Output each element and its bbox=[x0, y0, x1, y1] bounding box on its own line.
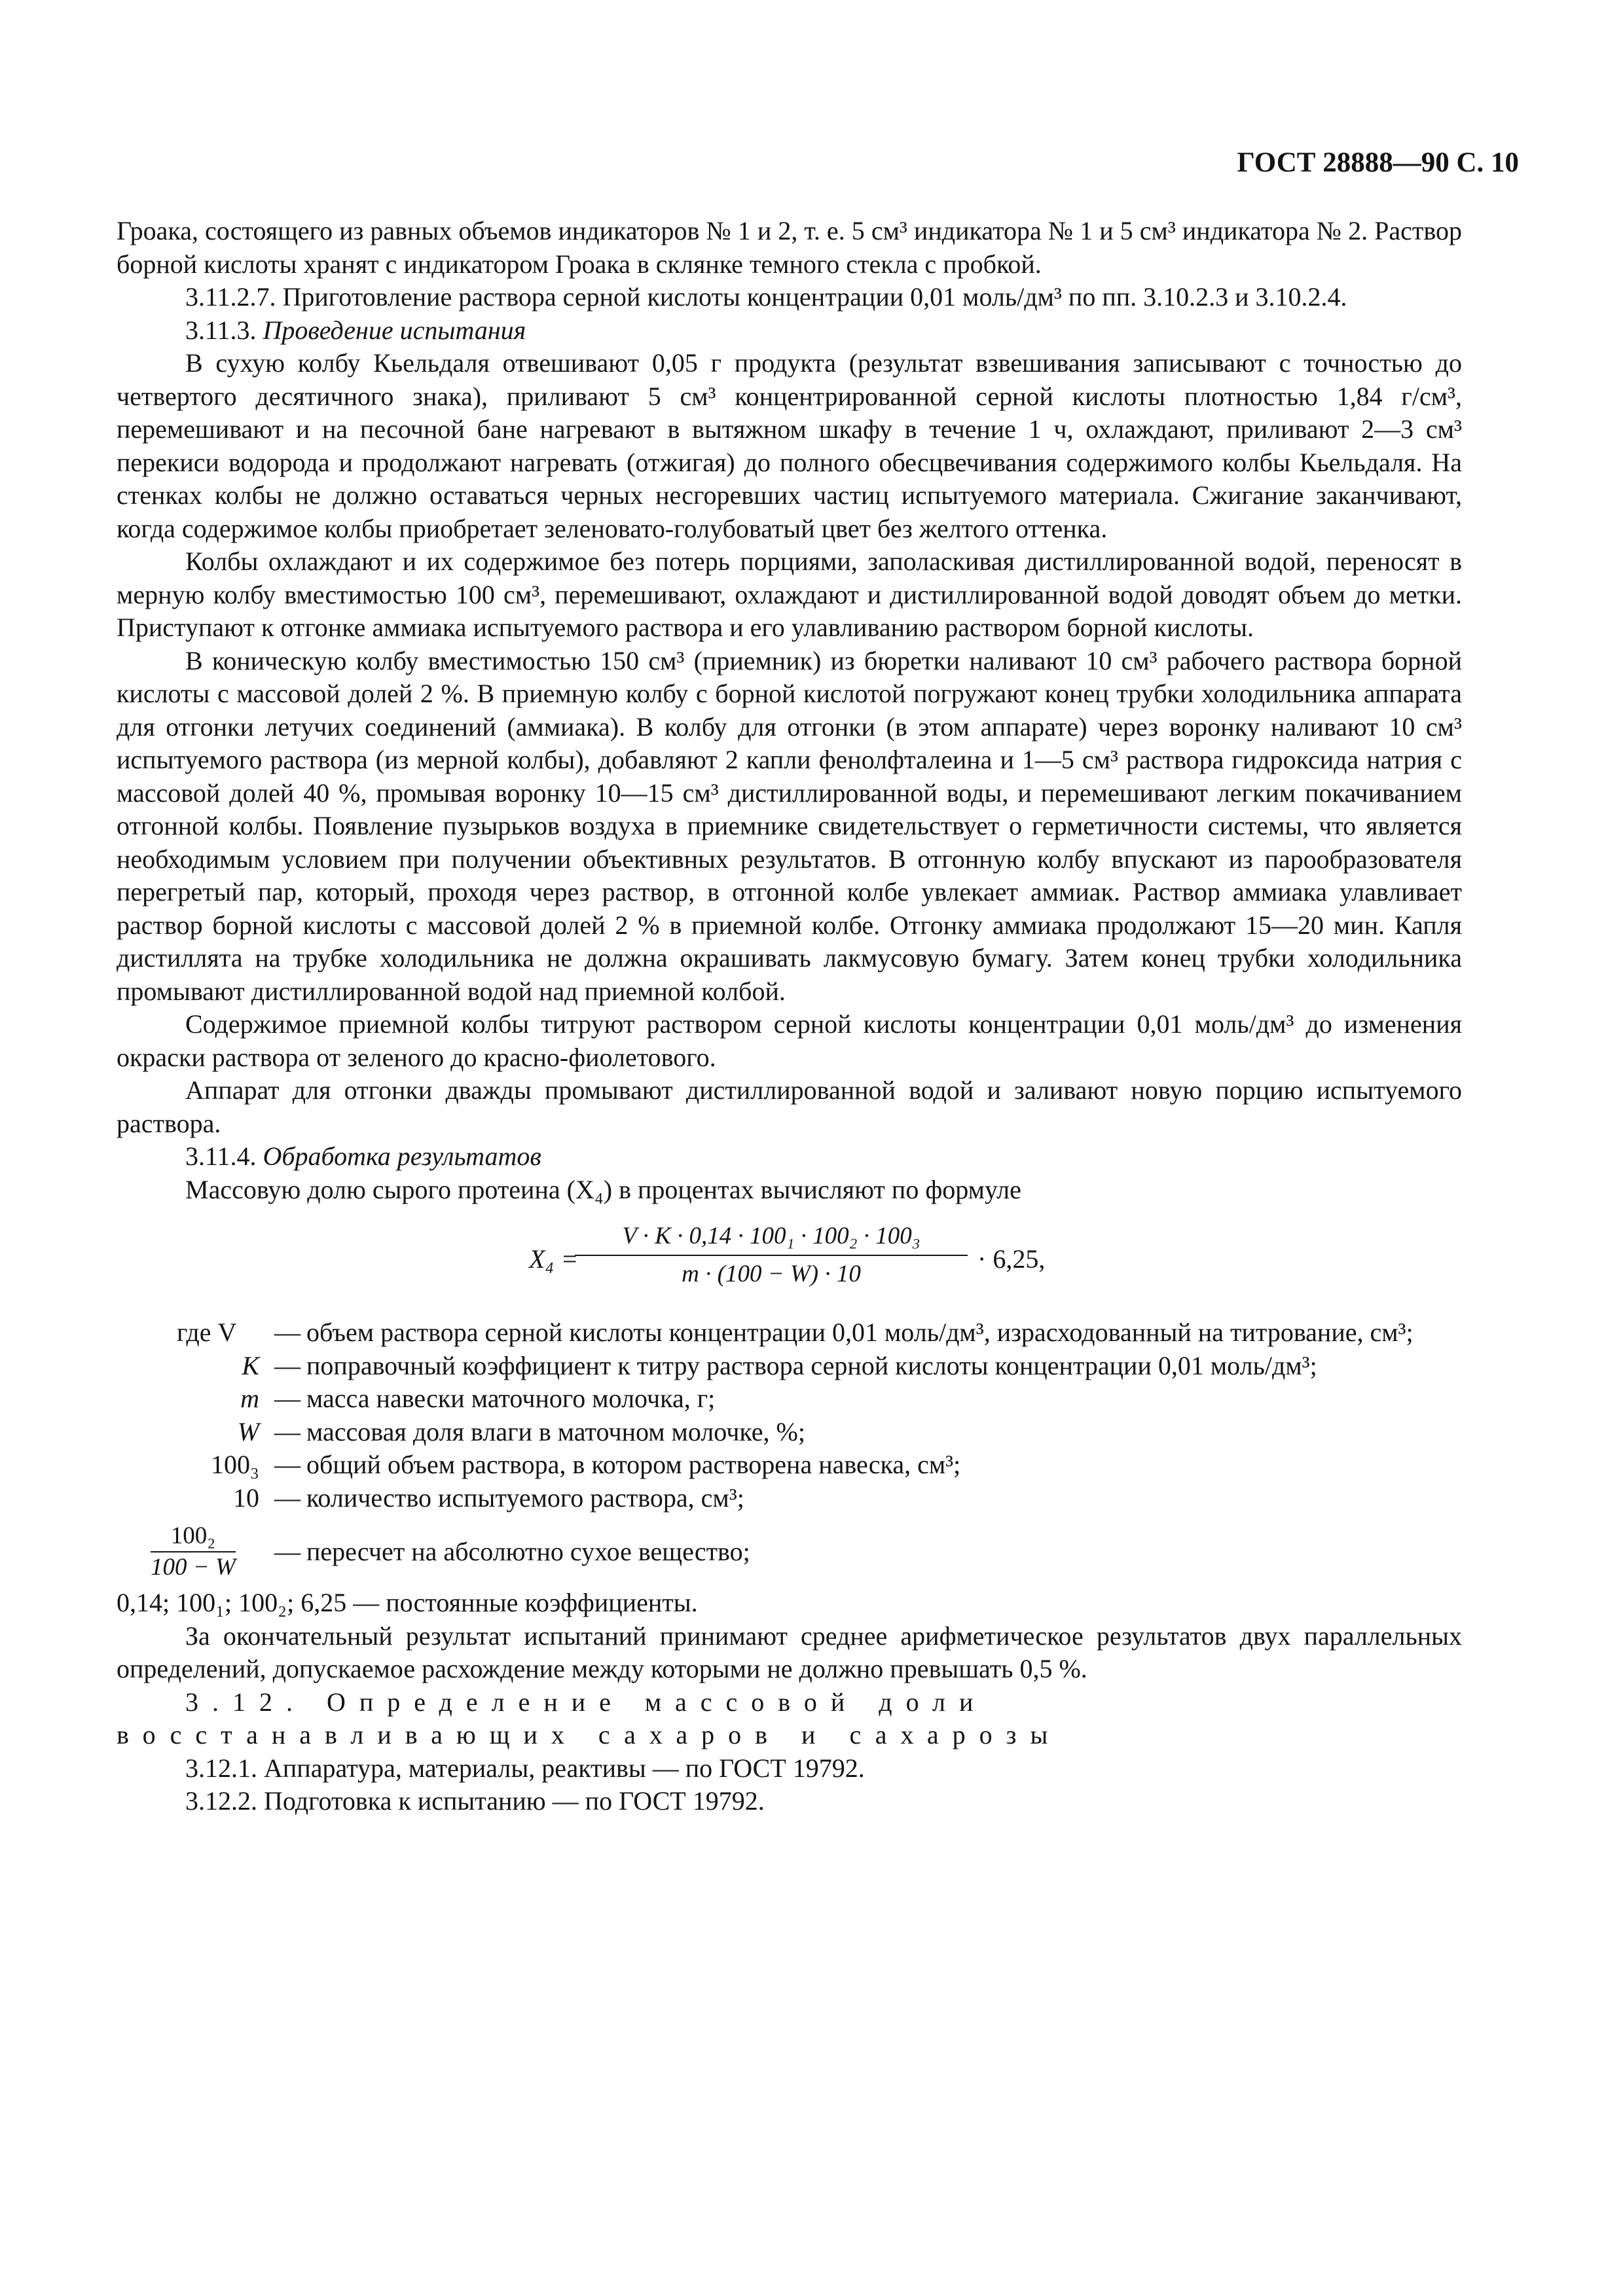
definition-dash: — bbox=[274, 1318, 301, 1347]
definition-symbol: 10 bbox=[233, 1482, 259, 1513]
section-number: 3.12. bbox=[185, 1687, 327, 1717]
definition-row bbox=[117, 1382, 1462, 1416]
section-number: 3.11.4. bbox=[185, 1141, 263, 1171]
definition-dash: — bbox=[274, 1450, 301, 1479]
section-heading bbox=[117, 314, 1462, 348]
definition-symbol: 100₃ bbox=[211, 1450, 259, 1479]
definition-symbol bbox=[117, 1521, 268, 1583]
definition-dash: — bbox=[274, 1350, 301, 1380]
paragraph: Аппарат для отгонки дважды промывают дистиллированной водой и заливают новую порцию испытуемого раствора. bbox=[117, 1075, 1462, 1138]
document-body bbox=[117, 215, 1462, 1818]
definition-row bbox=[117, 1448, 1462, 1482]
definition-row bbox=[117, 1416, 1462, 1449]
definition-text: массовая доля влаги в маточном молочке, %; bbox=[306, 1416, 805, 1446]
formula-numerator: V · K · 0,14 · 100₁ · 100₂ · 100₃ bbox=[575, 1221, 968, 1256]
fraction-denominator: 100 − W bbox=[151, 1554, 236, 1581]
paragraph: В коническую колбу вместимостью 150 см³ (приемник) из бюретки наливают 10 см³ рабочего раствора борной кислоты с массовой долей 2 %. В приемную колбу с борной кислотой погружают конец трубки холодильника аппарата для отгонки летучих соединений (аммиака). В колбу для отгонки (в этом аппарате) через воронку наливают 10 см³ испытуемого раствора (из мерной колбы), добавляют 2 капли фенолфталеина и 1—5 см³ раствора гидроксида натрия с массовой долей 40 %, промывая воронку 10—15 см³ дистиллированной воды, и перемешивают легким покачиванием отгонной колбы. Появление пузырьков воздуха в приемнике свидетельствует о герметичности системы, что является необходимым условием при получении объективных результатов. В отгонную колбу впускают из парообразователя перегретый пар, который, проходя через раствор, в отгонной колбе увлекает аммиак. Раствор аммиака улавливает раствор борной кислоты с массовой долей 2 % в приемной колбе. Отгонку аммиака продолжают 15—20 мин. Капля дистиллята на трубке холодильника не должна окрашивать лакмусовую бумагу. Затем конец трубки холодильника промывают дистиллированной водой над приемной колбой. bbox=[117, 645, 1462, 1006]
definition-row bbox=[117, 1350, 1462, 1383]
paragraph: Содержимое приемной колбы титруют раствором серной кислоты концентрации 0,01 моль/дм³ до изменения окраски раствора от зеленого до красно-фиолетового. bbox=[117, 1009, 1462, 1072]
paragraph: 3.12.1. Аппаратура, материалы, реактивы — по ГОСТ 19792. bbox=[185, 1753, 865, 1783]
definition-symbol: W bbox=[237, 1416, 259, 1446]
section-title: Обработка результатов bbox=[263, 1141, 541, 1171]
definition-text: поправочный коэффициент к титру раствора серной кислоты концентрации 0,01 моль/дм³; bbox=[306, 1350, 1317, 1380]
formula-lhs: X₄ = bbox=[529, 1244, 579, 1274]
variable-definitions bbox=[117, 1316, 1462, 1583]
section-heading bbox=[117, 1140, 1462, 1174]
definition-row bbox=[117, 1316, 1462, 1350]
formula-rhs: · 6,25, bbox=[977, 1244, 1046, 1274]
section-number: 3.11.3. bbox=[185, 315, 263, 345]
paragraph: 3.11.2.7. Приготовление раствора серной кислоты концентрации 0,01 моль/дм³ по пп. 3.10.2.3 и 3.10.2.4. bbox=[185, 282, 1347, 312]
paragraph: Гроака, состоящего из равных объемов индикаторов № 1 и 2, т. е. 5 см³ индикатора № 1 и 5 см³ индикатора № 2. Раствор борной кислоты хранят с индикатором Гроака в склянке темного стекла с пробкой. bbox=[117, 216, 1462, 279]
definition-text: количество испытуемого раствора, см³; bbox=[306, 1482, 744, 1513]
paragraph: 0,14; 100₁; 100₂; 6,25 — постоянные коэффициенты. bbox=[117, 1588, 698, 1617]
definition-row bbox=[117, 1482, 1462, 1515]
definition-dash: — bbox=[274, 1384, 301, 1413]
formula bbox=[117, 1221, 1462, 1299]
definition-text: пересчет на абсолютно сухое вещество; bbox=[306, 1536, 750, 1566]
definition-dash: — bbox=[274, 1482, 301, 1513]
section-title: Определение массовой доли восстанавливающих сахаров и сахарозы bbox=[117, 1687, 1062, 1749]
page-header: ГОСТ 28888—90 С. 10 bbox=[1237, 147, 1519, 178]
formula-denominator: m · (100 − W) · 10 bbox=[682, 1261, 861, 1287]
paragraph: Массовую долю сырого протеина (X₄) в процентах вычисляют по формуле bbox=[185, 1174, 1021, 1204]
definition-symbol: m bbox=[240, 1384, 259, 1413]
definition-row bbox=[117, 1521, 1462, 1583]
fraction-numerator: 100₂ bbox=[151, 1521, 236, 1552]
definition-text: объем раствора серной кислоты концентрации 0,01 моль/дм³, израсходованный на титрование, см³; bbox=[306, 1318, 1413, 1347]
paragraph: В сухую колбу Кьельдаля отвешивают 0,05 г продукта (результат взвешивания записывают с точностью до четвертого десятичного знака), приливают 5 см³ концентрированной серной кислоты плотностью 1,84 г/см³, перемешивают и на песочной бане нагревают в вытяжном шкафу в течение 1 ч, охлаждают, приливают 2—3 см³ перекиси водорода и продолжают нагревать (отжигая) до полного обесцвечивания содержимого колбы Кьельдаля. На стенках колбы не должно оставаться черных несгоревших частиц испытуемого материала. Сжигание заканчивают, когда содержимое колбы приобретает зеленовато-голубоватый цвет без желтого оттенка. bbox=[117, 348, 1462, 543]
stacked-fraction bbox=[151, 1521, 236, 1583]
definition-dash: — bbox=[274, 1536, 301, 1566]
definition-text: общий объем раствора, в котором растворена навеска, см³; bbox=[306, 1450, 961, 1479]
paragraph: 3.12.2. Подготовка к испытанию — по ГОСТ 19792. bbox=[185, 1786, 765, 1816]
formula-fraction bbox=[575, 1221, 968, 1290]
paragraph: Колбы охлаждают и их содержимое без потерь порциями, заполаскивая дистиллированной водой, переносят в мерную колбу вместимостью 100 см³, перемешивают, охлаждают и дистиллированной водой доводят объем до метки. Приступают к отгонке аммиака испытуемого раствора и его улавливанию раствором борной кислоты. bbox=[117, 547, 1462, 642]
section-heading bbox=[117, 1686, 1462, 1752]
definition-text: масса навески маточного молочка, г; bbox=[306, 1384, 716, 1413]
definition-dash: — bbox=[274, 1416, 301, 1446]
paragraph: За окончательный результат испытаний принимают среднее арифметическое результатов двух параллельных определений, допускаемое расхождение между которыми не должно превышать 0,5 %. bbox=[117, 1621, 1462, 1683]
definition-symbol: K bbox=[242, 1350, 259, 1380]
definition-symbol: где V bbox=[177, 1318, 237, 1347]
section-title: Проведение испытания bbox=[263, 315, 526, 345]
